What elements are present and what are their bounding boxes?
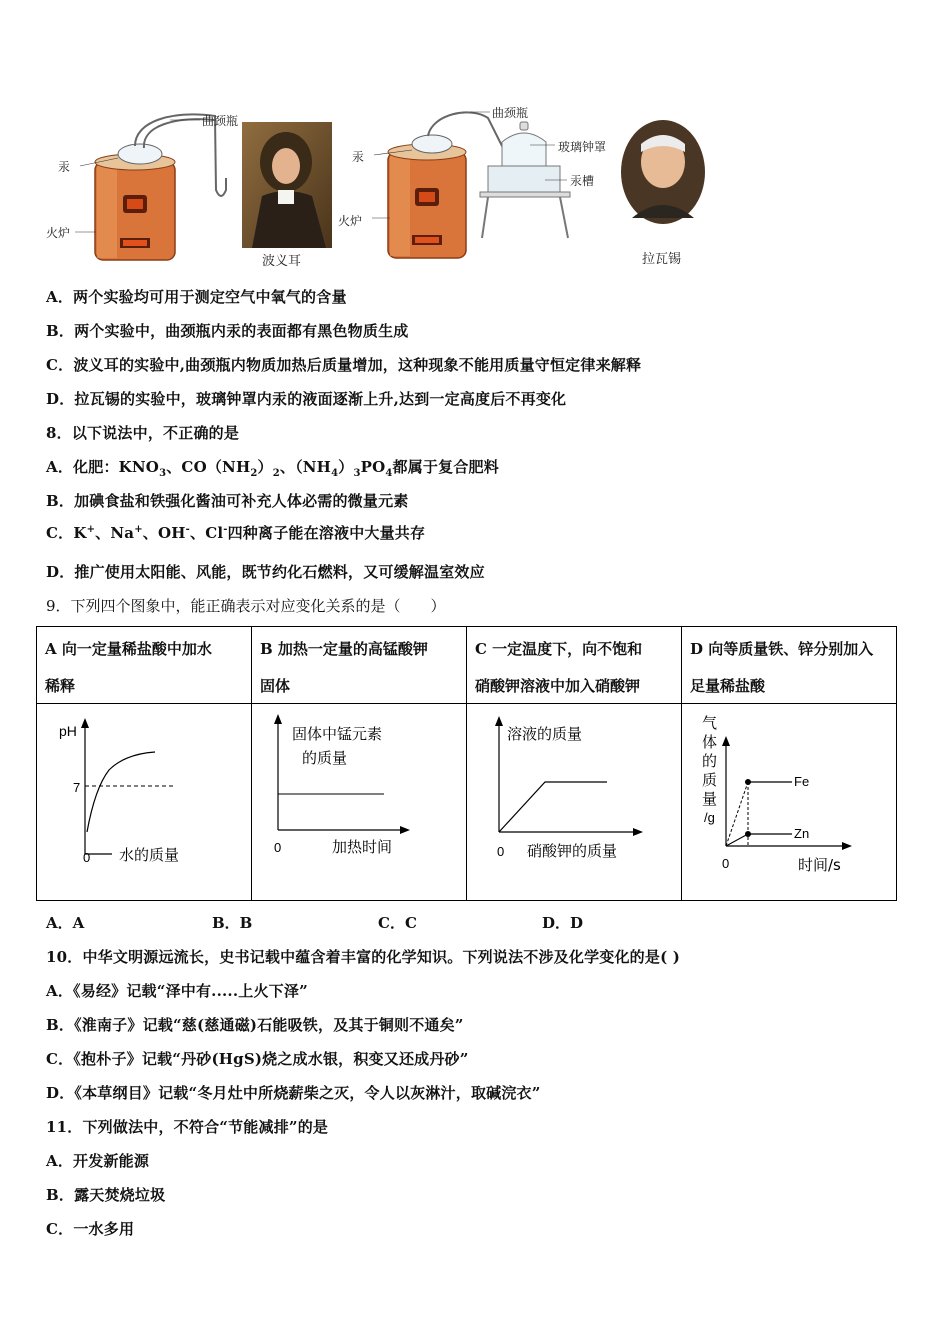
graph-c xyxy=(467,704,681,900)
graph-b-ylabel-1: 固体中锰元素 xyxy=(292,725,383,743)
q11-option-c: C．一水多用 xyxy=(46,1220,135,1238)
graph-d-ylabel-3: 质 xyxy=(702,771,718,789)
q9-answer-c: C．C xyxy=(378,914,417,932)
graph-b-svg xyxy=(252,704,466,900)
graph-d-x-arrow xyxy=(842,842,852,850)
graph-d-y-arrow xyxy=(722,736,730,746)
q9-header-a: A 向一定量稀盐酸中加水 稀释 xyxy=(45,640,212,695)
q8-stem: 8．以下说法中，不正确的是 xyxy=(46,424,240,442)
q9-answer-a: A．A xyxy=(46,914,85,932)
q8-option-b: B．加碘食盐和铁强化酱油可补充人体必需的微量元素 xyxy=(46,492,409,510)
q7-option-d: D．拉瓦锡的实验中，玻璃钟罩内汞的液面逐渐上升,达到一定高度后不再变化 xyxy=(46,390,567,408)
graph-d-zn-label: Zn xyxy=(794,826,810,841)
graph-c-origin: 0 xyxy=(497,844,505,859)
graph-c-ylabel: 溶液的质量 xyxy=(507,725,583,743)
q9-header-c: C 一定温度下，向不饱和 硝酸钾溶液中加入硝酸钾 xyxy=(475,640,643,695)
graph-a-y7: 7 xyxy=(73,780,81,795)
q11-stem: 11．下列做法中，不符合“节能减排”的是 xyxy=(46,1118,329,1136)
graph-a-y-arrow xyxy=(81,718,89,728)
graph-d-origin: 0 xyxy=(722,856,730,871)
graph-b xyxy=(252,704,466,900)
boyle-portrait-drawing xyxy=(242,122,332,248)
graph-d-ylabel-5: /g xyxy=(704,810,715,825)
q8-option-a: A．化肥：$KNO_3$、$CO(NH_2)_2$、$(NH_4)_3PO_4$都属于复合肥料 xyxy=(46,458,499,479)
graph-d-svg xyxy=(682,704,896,900)
left-mercury-label: 汞 xyxy=(58,160,71,174)
q11-option-a: A．开发新能源 xyxy=(46,1152,150,1170)
graph-d-fe-label: Fe xyxy=(794,774,810,789)
graph-a-curve xyxy=(87,752,155,832)
graph-d-zn-point xyxy=(745,831,751,837)
bell-jar-label: 玻璃钟罩 xyxy=(558,140,607,154)
q9-stem: 9．下列四个图象中，能正确表示对应变化关系的是（ ） xyxy=(46,597,446,615)
right-flask-label: 曲颈瓶 xyxy=(492,106,529,120)
graph-c-svg xyxy=(467,704,681,900)
right-furnace-label: 火炉 xyxy=(338,214,363,228)
graph-c-y-arrow xyxy=(495,716,503,726)
graph-a-xlabel: 水的质量 xyxy=(119,846,180,864)
left-furnace-label: 火炉 xyxy=(46,226,71,240)
graph-a xyxy=(37,704,251,900)
q9-answer-b: B．B xyxy=(212,914,253,932)
q8-option-d: D．推广使用太阳能、风能，既节约化石燃料，又可缓解温室效应 xyxy=(46,563,485,581)
q10-option-c: C．《抱朴子》记载“丹砂(HgS)烧之成水银，积变又还成丹砂” xyxy=(46,1050,469,1068)
graph-b-xlabel: 加热时间 xyxy=(332,838,393,856)
graph-b-ylabel-2: 的质量 xyxy=(302,749,348,767)
right-mercury-label: 汞 xyxy=(352,150,365,164)
q7-option-c: C．波义耳的实验中,曲颈瓶内物质加热后质量增加，这种现象不能用质量守恒定律来解释 xyxy=(46,356,642,374)
q7-option-b: B．两个实验中，曲颈瓶内汞的表面都有黑色物质生成 xyxy=(46,322,409,340)
graph-a-origin: 0 xyxy=(83,850,91,865)
graph-d-fe-point xyxy=(745,779,751,785)
graph-d-ylabel-2: 的 xyxy=(702,752,718,770)
q10-option-d: D．《本草纲目》记载“冬月灶中所烧薪柴之灭，令人以灰淋汁，取碱浣衣” xyxy=(46,1084,541,1102)
lavoisier-portrait-drawing xyxy=(621,120,705,224)
graph-c-series xyxy=(499,782,607,832)
graph-d-ylabel-4: 量 xyxy=(702,790,718,808)
q9-header-d: D 向等质量铁、锌分别加入 足量稀盐酸 xyxy=(690,640,874,695)
q9-header-b: B 加热一定量的高锰酸钾 固体 xyxy=(260,640,428,695)
graph-b-origin: 0 xyxy=(274,840,282,855)
lavoisier-caption: 拉瓦锡 xyxy=(642,252,682,267)
right-furnace-drawing xyxy=(372,112,570,258)
graph-b-x-arrow xyxy=(400,826,410,834)
graph-d xyxy=(682,704,896,900)
graph-a-svg xyxy=(37,704,251,900)
q7-option-a: A．两个实验均可用于测定空气中氧气的含量 xyxy=(46,288,347,306)
boyle-caption: 波义耳 xyxy=(262,254,302,269)
graph-c-xlabel: 硝酸钾的质量 xyxy=(527,842,618,860)
left-flask-label: 曲颈瓶 xyxy=(202,114,239,128)
q9-answer-d: D．D xyxy=(542,914,584,932)
graph-a-ylabel: pH xyxy=(59,723,77,739)
q10-stem: 10．中华文明源远流长，史书记载中蕴含着丰富的化学知识。下列说法不涉及化学变化的是( ) xyxy=(46,948,681,966)
q8-option-c: C．K+、Na+、OH-、Cl-四种离子能在溶液中大量共存 xyxy=(46,524,426,542)
graph-d-ylabel-1: 体 xyxy=(702,733,718,751)
graph-d-xlabel: 时间/s xyxy=(798,856,841,874)
experiment-drawings xyxy=(40,100,720,270)
trough-label: 汞槽 xyxy=(570,174,595,188)
graph-d-ylabel-0: 气 xyxy=(702,714,718,732)
q10-option-a: A．《易经》记载“泽中有.....上火下泽” xyxy=(46,982,308,1000)
graph-b-y-arrow xyxy=(274,714,282,724)
q11-option-b: B．露天焚烧垃圾 xyxy=(46,1186,166,1204)
graph-c-x-arrow xyxy=(633,828,643,836)
experiment-figure xyxy=(40,100,720,270)
q10-option-b: B．《淮南子》记载“慈(慈通磁)石能吸铁，及其于铜则不通矣” xyxy=(46,1016,464,1034)
graph-d-fe-rise xyxy=(726,782,748,846)
q9-graph-table xyxy=(36,626,897,901)
left-furnace-drawing xyxy=(75,114,226,260)
